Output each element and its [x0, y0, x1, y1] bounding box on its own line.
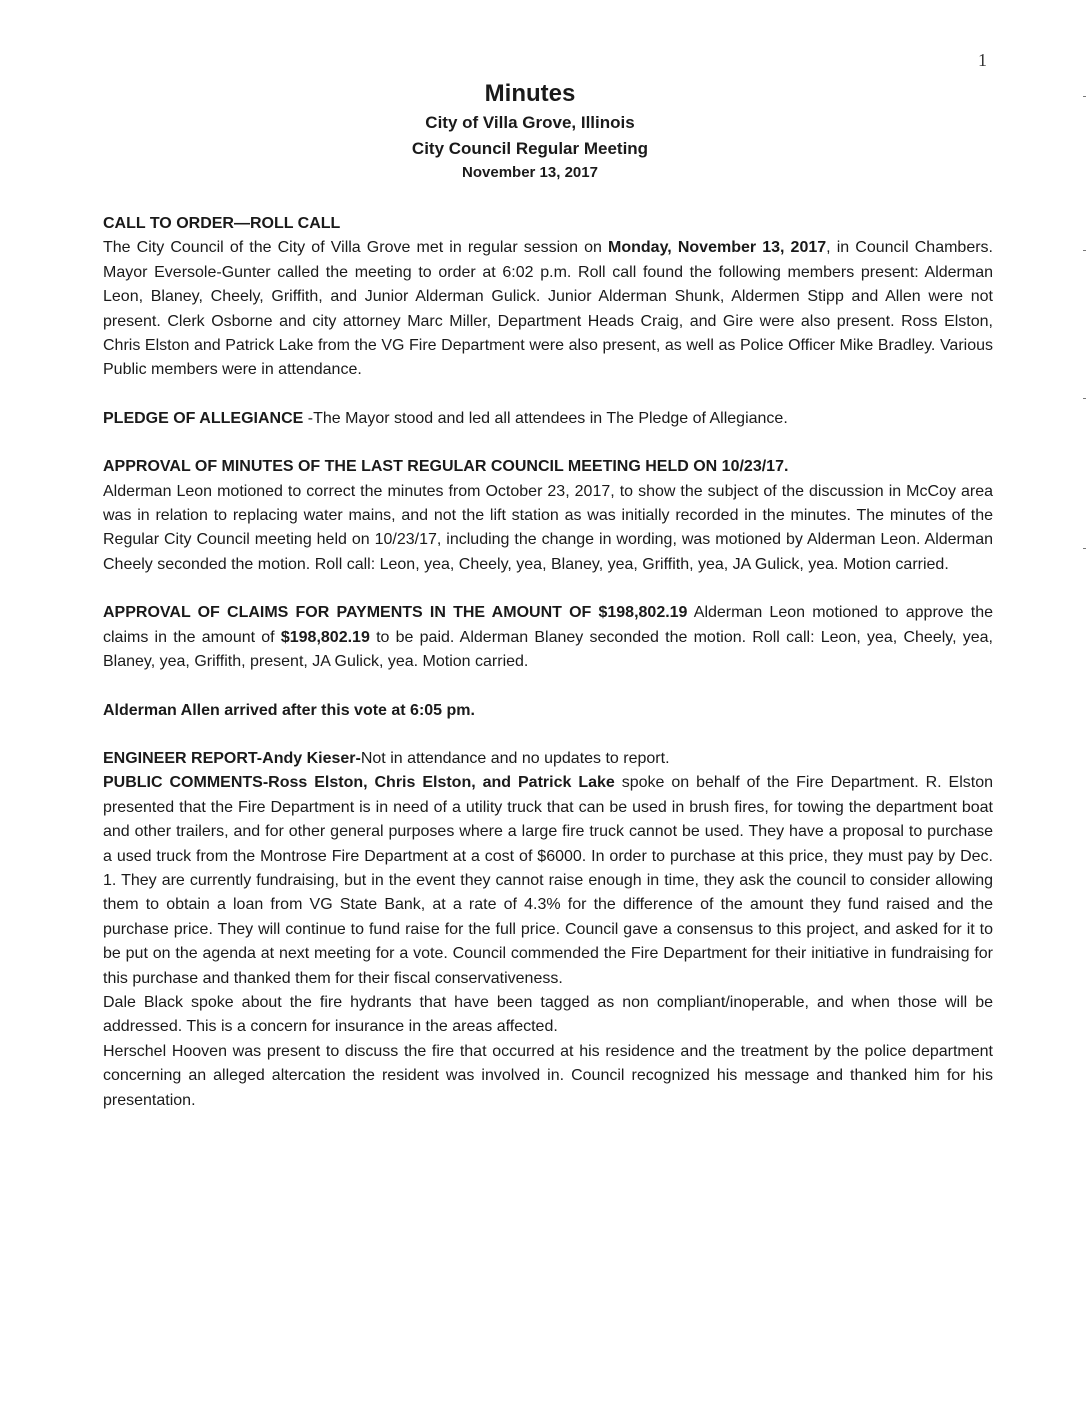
page-number: 1: [978, 50, 987, 70]
allen-arrival: Alderman Allen arrived after this vote at 6:05 pm.: [103, 701, 475, 719]
herschel-hooven-paragraph: Herschel Hooven was present to discuss the fire that occurred at his residence and the treatment by the police department concerning an alleged altercation the resident was involved in. Council recognized his message and thanked him for his presentation.: [103, 1042, 993, 1109]
public-comments-text: spoke on behalf of the Fire Department. R. Elston presented that the Fire Department is in need of a utility truck that can be used in brush fires, for towing the department boat and other trailers, and for other general purposes where a large fire truck cannot be used. They have a proposal to purchase a used truck from the Montrose Fire Department at a cost of $6000. In order to purchase at this price, they must pay by Dec. 1. They are currently fundraising, but in the event they cannot raise enough in time, they ask the council to consider allowing them to obtain a loan from VG State Bank, at a rate of 4.3% for the difference of the amount they fund raised and the purchase price. They will continue to fund raise for the full price. Council gave a consensus to this project, and asked for it to be put on the agenda at next meeting for a vote. Council commended the Fire Department for their initiative in fundraising for this purchase and thanked them for their fiscal conservativeness.: [103, 774, 993, 987]
engineer-heading: ENGINEER REPORT-: [103, 749, 263, 767]
claims-amount: $198,802.19: [280, 628, 370, 646]
call-to-order-text: [103, 236, 993, 382]
pledge-heading: PLEDGE OF ALLEGIANCE: [103, 409, 304, 427]
claims-text-b: to be paid. Alderman Blaney seconded the motion. Roll call: Leon, yea, Cheely, yea, Blaney, yea, Griffith, present, JA Gulick, yea. Motion carried.: [103, 628, 994, 671]
call-to-order-heading: CALL TO ORDER—ROLL CALL: [103, 215, 341, 232]
minutes-body: [103, 212, 993, 1113]
meeting-type: City Council Regular Meeting: [411, 139, 649, 158]
call-to-order-text-b: , in Council Chambers. Mayor Eversole-Gunter called the meeting to order at 6:02 p.m. Roll call found the following members present: Alderman Leon, Blaney, Cheely, Griffith, and Junior Alderman Gulick. Junior Alderman Shunk, Aldermen Stipp and Allen were not present. Clerk Osborne and city attorney Marc Miller, Department Heads Craig, and Gire were also present. Ross Elston, Chris Elston and Patrick Lake from the VG Fire Department were also present, as well as Police Officer Mike Bradley. Various Public members were in attendance.: [103, 239, 993, 379]
call-to-order-date: Monday, November 13, 2017: [608, 239, 827, 257]
document-title: Minutes: [484, 80, 576, 107]
scan-mark: [1083, 96, 1086, 97]
call-to-order-text-a: The City Council of the City of Villa Grove met in regular session on: [103, 239, 609, 257]
public-comments-names: Ross Elston, Chris Elston, and Patrick Lake: [268, 774, 615, 792]
claims-paragraph: [103, 601, 993, 674]
engineer-text: Not in attendance and no updates to report.: [360, 749, 670, 767]
minutes-approval-text: Alderman Leon motioned to correct the minutes from October 23, 2017, to show the subject of the discussion in McCoy area was in relation to replacing water mains, and not the lift station as was initially recorded in the minutes. The minutes of the Regular City Council meeting held on 10/23/17, including the change in wording, was motioned by Alderman Leon. Alderman Cheely seconded the motion. Roll call: Leon, yea, Cheely, yea, Blaney, yea, Griffith, yea, JA Gulick, yea. Motion carried.: [103, 482, 993, 573]
public-comments-paragraph: [103, 771, 993, 991]
city-name: City of Villa Grove, Illinois: [425, 113, 635, 132]
engineer-name: Andy Kieser-: [262, 749, 361, 767]
dale-black-paragraph: Dale Black spoke about the fire hydrants that have been tagged as non compliant/inoperable, and when those will be addressed. This is a concern for insurance in the areas affected.: [103, 993, 993, 1036]
public-comments-heading: PUBLIC COMMENTS-: [103, 774, 269, 792]
scan-mark: [1083, 548, 1086, 549]
pledge-paragraph: [103, 407, 993, 431]
pledge-text: -The Mayor stood and led all attendees in The Pledge of Allegiance.: [303, 409, 788, 427]
meeting-date: November 13, 2017: [462, 164, 598, 181]
scan-mark: [1083, 250, 1086, 251]
document-header: [330, 78, 730, 184]
engineer-paragraph: [103, 747, 993, 771]
claims-heading: APPROVAL OF CLAIMS FOR PAYMENTS IN THE AMOUNT OF $198,802.19: [103, 604, 688, 622]
claims-text-a: Alderman Leon motioned to approve the claims in the amount of: [103, 604, 993, 646]
minutes-approval-heading: APPROVAL OF MINUTES OF THE LAST REGULAR COUNCIL MEETING HELD ON 10/23/17.: [103, 458, 789, 476]
scan-mark: [1083, 398, 1086, 399]
